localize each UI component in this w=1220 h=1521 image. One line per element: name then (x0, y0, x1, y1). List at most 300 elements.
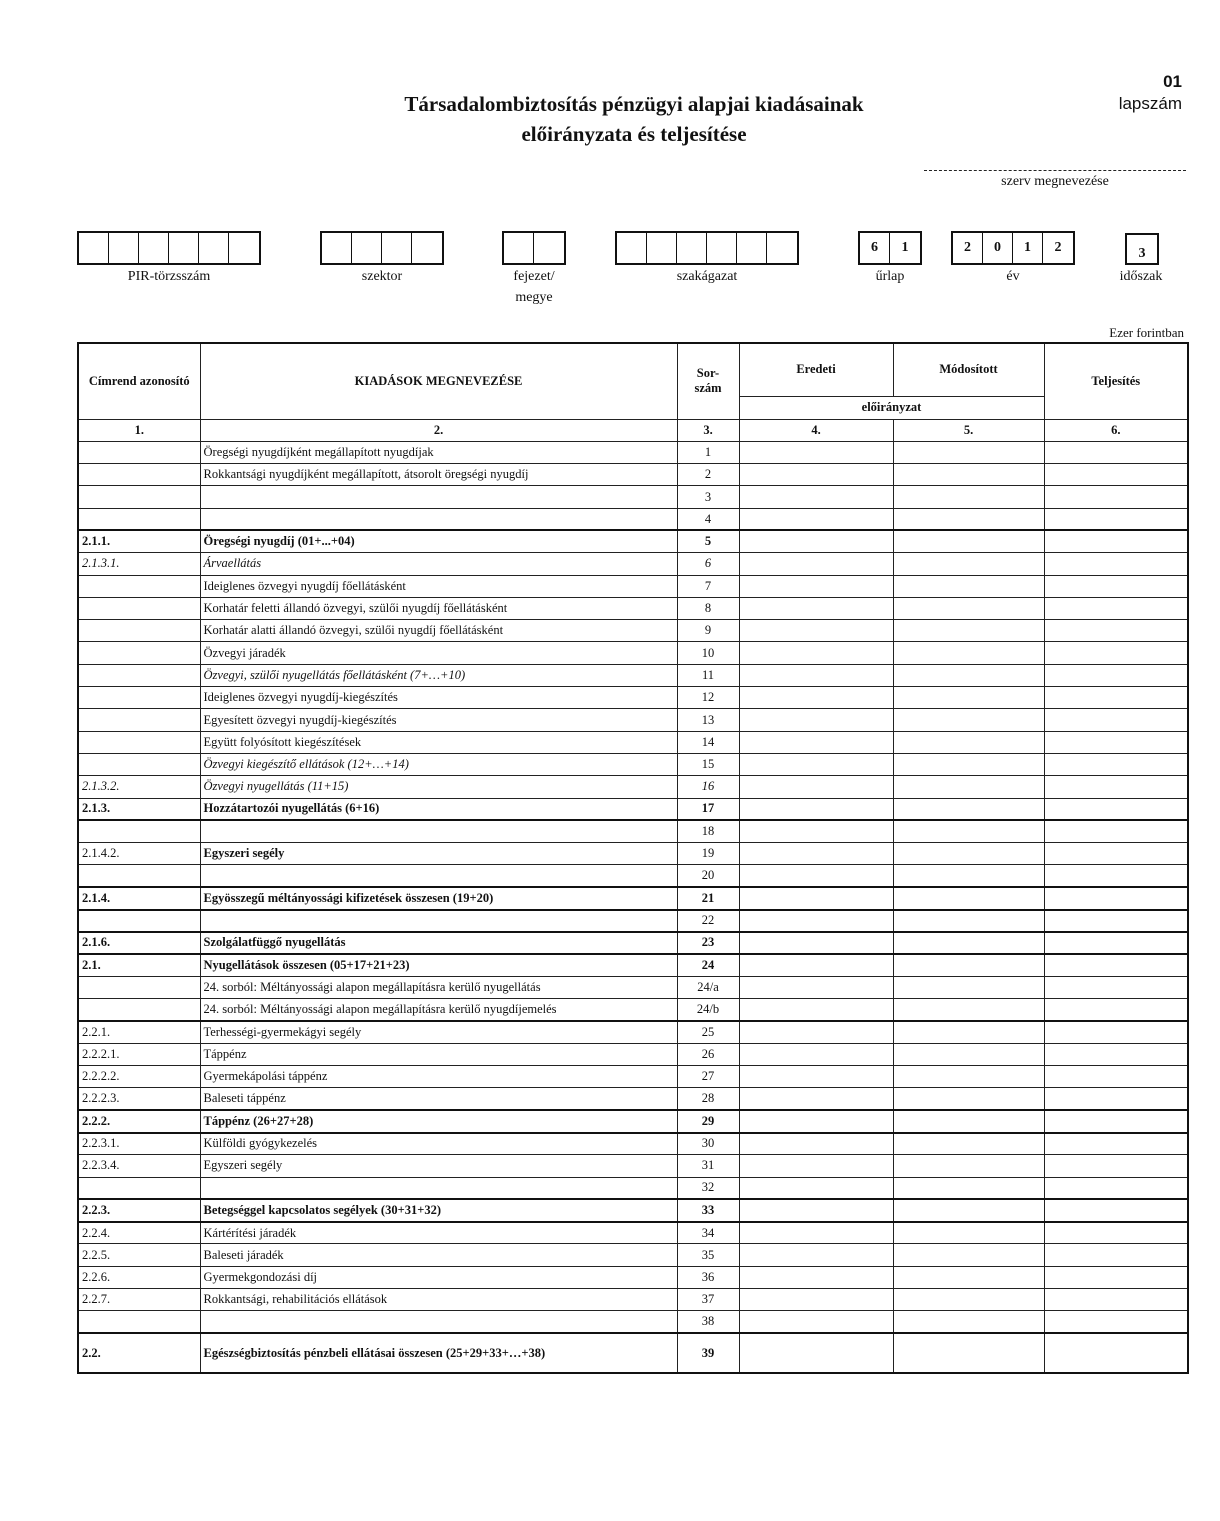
table-row (78, 999, 1188, 1021)
pir-code-cell[interactable] (199, 233, 229, 263)
row-name-cell: Gyermekgondozási díj (200, 1266, 677, 1288)
table-row (78, 1177, 1188, 1199)
modified-appropriation-cell[interactable] (893, 999, 1044, 1021)
sector-code-boxes[interactable] (320, 231, 444, 265)
row-number-cell: 17 (677, 798, 739, 820)
actual-cell[interactable] (1044, 776, 1188, 798)
col-number: 3. (677, 419, 739, 441)
row-id-cell: 2.2.1. (78, 1021, 200, 1043)
table-row (78, 798, 1188, 820)
row-id-cell: 2.2.4. (78, 1222, 200, 1244)
actual-cell[interactable] (1044, 642, 1188, 664)
original-appropriation-cell[interactable] (739, 1133, 893, 1155)
modified-appropriation-cell[interactable] (893, 486, 1044, 508)
actual-cell[interactable] (1044, 1021, 1188, 1043)
row-number-cell: 13 (677, 709, 739, 731)
row-name-cell: Korhatár alatti állandó özvegyi, szülői nyugdíj főellátásként (200, 620, 677, 642)
original-appropriation-cell[interactable] (739, 820, 893, 842)
branch-code-boxes[interactable] (615, 231, 799, 265)
row-number-cell: 23 (677, 932, 739, 954)
original-appropriation-cell[interactable] (739, 1177, 893, 1199)
row-number-cell: 22 (677, 910, 739, 932)
row-id-cell: 2.1. (78, 954, 200, 976)
actual-cell[interactable] (1044, 1133, 1188, 1155)
col-number: 6. (1044, 419, 1188, 441)
actual-cell[interactable] (1044, 865, 1188, 887)
modified-appropriation-cell[interactable] (893, 1110, 1044, 1132)
row-name-cell: Ideiglenes özvegyi nyugdíj-kiegészítés (200, 687, 677, 709)
original-appropriation-cell[interactable] (739, 776, 893, 798)
modified-appropriation-cell[interactable] (893, 1222, 1044, 1244)
chapter-code-cell[interactable] (534, 233, 564, 263)
sector-code-cell[interactable] (412, 233, 442, 263)
page-number-label: lapszám (1118, 94, 1182, 113)
row-number-cell: 33 (677, 1199, 739, 1221)
original-appropriation-cell[interactable] (739, 597, 893, 619)
modified-appropriation-cell[interactable] (893, 1177, 1044, 1199)
year-code-cell: 2 (953, 233, 983, 263)
row-number-cell: 15 (677, 753, 739, 775)
year-code-cell: 0 (983, 233, 1013, 263)
row-name-cell: Táppénz (200, 1043, 677, 1065)
original-appropriation-cell[interactable] (739, 1066, 893, 1088)
modified-appropriation-cell[interactable] (893, 1155, 1044, 1177)
row-number-cell: 8 (677, 597, 739, 619)
table-row (78, 1266, 1188, 1288)
modified-appropriation-cell[interactable] (893, 843, 1044, 865)
row-id-cell: 2.1.4. (78, 887, 200, 909)
row-name-cell: Szolgálatfüggő nyugellátás (200, 932, 677, 954)
modified-appropriation-cell[interactable] (893, 553, 1044, 575)
actual-cell[interactable] (1044, 1222, 1188, 1244)
actual-cell[interactable] (1044, 597, 1188, 619)
row-id-cell: 2.1.6. (78, 932, 200, 954)
col-number: 5. (893, 419, 1044, 441)
original-appropriation-cell[interactable] (739, 530, 893, 552)
year-code-cell: 1 (1013, 233, 1043, 263)
modified-appropriation-cell[interactable] (893, 620, 1044, 642)
row-number-cell: 5 (677, 530, 739, 552)
actual-cell[interactable] (1044, 687, 1188, 709)
row-id-cell: 2.2.3. (78, 1199, 200, 1221)
table-row (78, 776, 1188, 798)
modified-appropriation-cell[interactable] (893, 776, 1044, 798)
row-id-cell: 2.2.5. (78, 1244, 200, 1266)
original-appropriation-cell[interactable] (739, 1110, 893, 1132)
actual-cell[interactable] (1044, 753, 1188, 775)
row-name-cell: Ideiglenes özvegyi nyugdíj főellátásként (200, 575, 677, 597)
modified-appropriation-cell[interactable] (893, 954, 1044, 976)
modified-appropriation-cell[interactable] (893, 441, 1044, 463)
original-appropriation-cell[interactable] (739, 798, 893, 820)
row-number-cell: 9 (677, 620, 739, 642)
original-appropriation-cell[interactable] (739, 1021, 893, 1043)
original-appropriation-cell[interactable] (739, 464, 893, 486)
actual-cell[interactable] (1044, 1066, 1188, 1088)
year-code-boxes (951, 231, 1075, 265)
row-number-cell: 29 (677, 1110, 739, 1132)
modified-appropriation-cell[interactable] (893, 731, 1044, 753)
row-name-cell: Hozzátartozói nyugellátás (6+16) (200, 798, 677, 820)
modified-appropriation-cell[interactable] (893, 1289, 1044, 1311)
row-number-cell: 21 (677, 887, 739, 909)
original-appropriation-cell[interactable] (739, 508, 893, 530)
period-code-cell: 3 (1138, 246, 1146, 261)
row-id-cell (78, 1311, 200, 1333)
row-id-cell: 2.2.3.1. (78, 1133, 200, 1155)
table-row (78, 843, 1188, 865)
pir-code-cell[interactable] (109, 233, 139, 263)
actual-cell[interactable] (1044, 1043, 1188, 1065)
row-name-cell: Egyesített özvegyi nyugdíj-kiegészítés (200, 709, 677, 731)
row-id-cell (78, 1177, 200, 1199)
actual-cell[interactable] (1044, 1155, 1188, 1177)
table-row (78, 709, 1188, 731)
row-name-cell: Táppénz (26+27+28) (200, 1110, 677, 1132)
actual-cell[interactable] (1044, 731, 1188, 753)
row-number-cell: 2 (677, 464, 739, 486)
row-name-cell (200, 820, 677, 842)
form-label: űrlap (875, 269, 905, 284)
original-appropriation-cell[interactable] (739, 575, 893, 597)
actual-cell[interactable] (1044, 1289, 1188, 1311)
org-name-input-line[interactable] (924, 170, 1186, 171)
branch-code-cell[interactable] (707, 233, 737, 263)
row-name-cell: Betegséggel kapcsolatos segélyek (30+31+32) (200, 1199, 677, 1221)
table-row (78, 508, 1188, 530)
row-id-cell: 2.2.2.1. (78, 1043, 200, 1065)
row-number-cell: 19 (677, 843, 739, 865)
actual-cell[interactable] (1044, 664, 1188, 686)
modified-appropriation-cell[interactable] (893, 1266, 1044, 1288)
period-code-box (1125, 233, 1159, 265)
original-appropriation-cell[interactable] (739, 642, 893, 664)
row-name-cell: Rokkantsági nyugdíjként megállapított, átsorolt öregségi nyugdíj (200, 464, 677, 486)
modified-appropriation-cell[interactable] (893, 687, 1044, 709)
modified-appropriation-cell[interactable] (893, 1088, 1044, 1110)
table-row (78, 441, 1188, 463)
branch-code-cell[interactable] (677, 233, 707, 263)
row-number-cell: 3 (677, 486, 739, 508)
row-name-cell: Özvegyi, szülői nyugellátás főellátásként (7+…+10) (200, 664, 677, 686)
row-id-cell: 2.2.3.4. (78, 1155, 200, 1177)
row-name-cell: Egyszeri segély (200, 1155, 677, 1177)
modified-appropriation-cell[interactable] (893, 932, 1044, 954)
row-name-cell: Egyösszegű méltányossági kifizetések összesen (19+20) (200, 887, 677, 909)
actual-cell[interactable] (1044, 820, 1188, 842)
actual-cell[interactable] (1044, 508, 1188, 530)
modified-appropriation-cell[interactable] (893, 753, 1044, 775)
original-appropriation-cell[interactable] (739, 976, 893, 998)
actual-cell[interactable] (1044, 1266, 1188, 1288)
table-row (78, 1088, 1188, 1110)
pir-code-cell[interactable] (139, 233, 169, 263)
modified-appropriation-cell[interactable] (893, 976, 1044, 998)
modified-appropriation-cell[interactable] (893, 865, 1044, 887)
row-number-cell: 7 (677, 575, 739, 597)
modified-appropriation-cell[interactable] (893, 1133, 1044, 1155)
original-appropriation-cell[interactable] (739, 1199, 893, 1221)
row-name-cell: Terhességi-gyermekágyi segély (200, 1021, 677, 1043)
original-appropriation-cell[interactable] (739, 1043, 893, 1065)
pir-label: PIR-törzsszám (127, 269, 211, 284)
table-row (78, 1199, 1188, 1221)
row-id-cell: 2.1.4.2. (78, 843, 200, 865)
table-row (78, 1155, 1188, 1177)
row-name-cell: Öregségi nyugdíjként megállapított nyugdíjak (200, 441, 677, 463)
header-name: KIADÁSOK MEGNEVEZÉSE (200, 343, 677, 419)
col-number: 4. (739, 419, 893, 441)
modified-appropriation-cell[interactable] (893, 575, 1044, 597)
branch-label: szakágazat (676, 269, 738, 284)
actual-cell[interactable] (1044, 976, 1188, 998)
row-number-cell: 30 (677, 1133, 739, 1155)
table-row (78, 932, 1188, 954)
row-id-cell (78, 486, 200, 508)
row-name-cell: Korhatár feletti állandó özvegyi, szülői nyugdíj főellátásként (200, 597, 677, 619)
row-id-cell (78, 709, 200, 731)
original-appropriation-cell[interactable] (739, 865, 893, 887)
modified-appropriation-cell[interactable] (893, 887, 1044, 909)
row-name-cell: Özvegyi járadék (200, 642, 677, 664)
modified-appropriation-cell[interactable] (893, 1199, 1044, 1221)
row-number-cell: 36 (677, 1266, 739, 1288)
table-row (78, 910, 1188, 932)
sector-code-cell[interactable] (322, 233, 352, 263)
form-code-boxes (858, 231, 922, 265)
original-appropriation-cell[interactable] (739, 954, 893, 976)
row-number-cell: 39 (677, 1333, 739, 1373)
table-row (78, 731, 1188, 753)
row-number-cell: 34 (677, 1222, 739, 1244)
table-row (78, 887, 1188, 909)
row-number-cell: 16 (677, 776, 739, 798)
actual-cell[interactable] (1044, 910, 1188, 932)
actual-cell[interactable] (1044, 709, 1188, 731)
table-row (78, 464, 1188, 486)
modified-appropriation-cell[interactable] (893, 1333, 1044, 1373)
original-appropriation-cell[interactable] (739, 753, 893, 775)
row-number-cell: 38 (677, 1311, 739, 1333)
modified-appropriation-cell[interactable] (893, 664, 1044, 686)
row-id-cell (78, 910, 200, 932)
pir-code-cell[interactable] (79, 233, 109, 263)
table-row (78, 553, 1188, 575)
table-row (78, 820, 1188, 842)
original-appropriation-cell[interactable] (739, 1244, 893, 1266)
original-appropriation-cell[interactable] (739, 1311, 893, 1333)
row-id-cell: 2.1.1. (78, 530, 200, 552)
row-id-cell (78, 999, 200, 1021)
actual-cell[interactable] (1044, 553, 1188, 575)
original-appropriation-cell[interactable] (739, 1222, 893, 1244)
row-id-cell (78, 976, 200, 998)
form-code-cell: 1 (901, 240, 909, 255)
row-name-cell: 24. sorból: Méltányossági alapon megállapításra kerülő nyugellátás (200, 976, 677, 998)
modified-appropriation-cell[interactable] (893, 464, 1044, 486)
table-row (78, 976, 1188, 998)
original-appropriation-cell[interactable] (739, 1333, 893, 1373)
row-number-cell: 6 (677, 553, 739, 575)
actual-cell[interactable] (1044, 932, 1188, 954)
form-title-line2: előirányzata és teljesítése (521, 122, 747, 146)
row-name-cell: Árvaellátás (200, 553, 677, 575)
chapter-label-line2: megye (515, 290, 553, 305)
table-row (78, 1289, 1188, 1311)
table-row (78, 753, 1188, 775)
actual-cell[interactable] (1044, 954, 1188, 976)
actual-cell[interactable] (1044, 1177, 1188, 1199)
row-name-cell (200, 1311, 677, 1333)
row-name-cell: Egyszeri segély (200, 843, 677, 865)
original-appropriation-cell[interactable] (739, 664, 893, 686)
row-number-cell: 24 (677, 954, 739, 976)
row-id-cell: 2.2.2. (78, 1110, 200, 1132)
row-name-cell: Özvegyi kiegészítő ellátások (12+…+14) (200, 753, 677, 775)
row-number-cell: 27 (677, 1066, 739, 1088)
row-name-cell: Egészségbiztosítás pénzbeli ellátásai összesen (25+29+33+…+38) (200, 1333, 677, 1373)
row-number-cell: 25 (677, 1021, 739, 1043)
modified-appropriation-cell[interactable] (893, 1021, 1044, 1043)
actual-cell[interactable] (1044, 464, 1188, 486)
row-number-cell: 20 (677, 865, 739, 887)
table-row (78, 1333, 1188, 1373)
page-number: 01 (1163, 72, 1182, 91)
actual-cell[interactable] (1044, 620, 1188, 642)
pir-code-cell[interactable] (229, 233, 259, 263)
modified-appropriation-cell[interactable] (893, 642, 1044, 664)
original-appropriation-cell[interactable] (739, 932, 893, 954)
row-number-cell: 28 (677, 1088, 739, 1110)
modified-appropriation-cell[interactable] (893, 597, 1044, 619)
row-id-cell (78, 820, 200, 842)
actual-cell[interactable] (1044, 1199, 1188, 1221)
row-id-cell (78, 753, 200, 775)
row-name-cell (200, 910, 677, 932)
original-appropriation-cell[interactable] (739, 731, 893, 753)
column-number-row (78, 419, 1188, 441)
table-row (78, 1043, 1188, 1065)
table-row (78, 575, 1188, 597)
original-appropriation-cell[interactable] (739, 887, 893, 909)
row-id-cell (78, 664, 200, 686)
original-appropriation-cell[interactable] (739, 486, 893, 508)
actual-cell[interactable] (1044, 1244, 1188, 1266)
branch-code-cell[interactable] (767, 233, 797, 263)
row-number-cell: 14 (677, 731, 739, 753)
table-row (78, 954, 1188, 976)
modified-appropriation-cell[interactable] (893, 508, 1044, 530)
modified-appropriation-cell[interactable] (893, 1244, 1044, 1266)
chapter-code-boxes[interactable] (502, 231, 566, 265)
row-id-cell: 2.2.2.3. (78, 1088, 200, 1110)
original-appropriation-cell[interactable] (739, 1289, 893, 1311)
sector-code-cell[interactable] (382, 233, 412, 263)
original-appropriation-cell[interactable] (739, 1088, 893, 1110)
row-number-cell: 31 (677, 1155, 739, 1177)
row-id-cell (78, 865, 200, 887)
row-name-cell: Együtt folyósított kiegészítések (200, 731, 677, 753)
original-appropriation-cell[interactable] (739, 620, 893, 642)
branch-code-cell[interactable] (647, 233, 677, 263)
original-appropriation-cell[interactable] (739, 553, 893, 575)
actual-cell[interactable] (1044, 999, 1188, 1021)
actual-cell[interactable] (1044, 798, 1188, 820)
branch-code-cell[interactable] (617, 233, 647, 263)
row-name-cell (200, 486, 677, 508)
row-id-cell: 2.1.3.2. (78, 776, 200, 798)
table-row (78, 597, 1188, 619)
header-original: Eredeti (739, 343, 893, 396)
actual-cell[interactable] (1044, 530, 1188, 552)
form-title-line1: Társadalombiztosítás pénzügyi alapjai kiadásainak (404, 92, 864, 116)
original-appropriation-cell[interactable] (739, 910, 893, 932)
row-number-cell: 37 (677, 1289, 739, 1311)
row-id-cell (78, 597, 200, 619)
pir-code-boxes[interactable] (77, 231, 261, 265)
year-label: év (1006, 269, 1020, 284)
row-id-cell (78, 731, 200, 753)
original-appropriation-cell[interactable] (739, 1155, 893, 1177)
table-row (78, 1021, 1188, 1043)
sector-code-cell[interactable] (352, 233, 382, 263)
table-row (78, 530, 1188, 552)
original-appropriation-cell[interactable] (739, 687, 893, 709)
original-appropriation-cell[interactable] (739, 709, 893, 731)
table-row (78, 486, 1188, 508)
form-code-cell: 6 (860, 233, 890, 263)
modified-appropriation-cell[interactable] (893, 1066, 1044, 1088)
actual-cell[interactable] (1044, 1311, 1188, 1333)
row-id-cell (78, 642, 200, 664)
actual-cell[interactable] (1044, 1088, 1188, 1110)
actual-cell[interactable] (1044, 843, 1188, 865)
actual-cell[interactable] (1044, 441, 1188, 463)
branch-code-cell[interactable] (737, 233, 767, 263)
row-number-cell: 26 (677, 1043, 739, 1065)
actual-cell[interactable] (1044, 1110, 1188, 1132)
row-id-cell (78, 464, 200, 486)
actual-cell[interactable] (1044, 1333, 1188, 1373)
actual-cell[interactable] (1044, 486, 1188, 508)
original-appropriation-cell[interactable] (739, 843, 893, 865)
modified-appropriation-cell[interactable] (893, 709, 1044, 731)
modified-appropriation-cell[interactable] (893, 910, 1044, 932)
table-row (78, 1244, 1188, 1266)
row-number-cell: 4 (677, 508, 739, 530)
modified-appropriation-cell[interactable] (893, 530, 1044, 552)
row-id-cell (78, 687, 200, 709)
original-appropriation-cell[interactable] (739, 441, 893, 463)
modified-appropriation-cell[interactable] (893, 820, 1044, 842)
chapter-code-cell[interactable] (504, 233, 534, 263)
original-appropriation-cell[interactable] (739, 999, 893, 1021)
modified-appropriation-cell[interactable] (893, 1311, 1044, 1333)
modified-appropriation-cell[interactable] (893, 1043, 1044, 1065)
row-number-cell: 12 (677, 687, 739, 709)
actual-cell[interactable] (1044, 887, 1188, 909)
row-number-cell: 10 (677, 642, 739, 664)
pir-code-cell[interactable] (169, 233, 199, 263)
actual-cell[interactable] (1044, 575, 1188, 597)
header-id: Címrend azonosító (78, 343, 200, 419)
row-name-cell: Özvegyi nyugellátás (11+15) (200, 776, 677, 798)
modified-appropriation-cell[interactable] (893, 798, 1044, 820)
header-actual: Teljesítés (1044, 343, 1188, 419)
original-appropriation-cell[interactable] (739, 1266, 893, 1288)
chapter-label-line1: fejezet/ (513, 269, 555, 284)
row-number-cell: 24/a (677, 976, 739, 998)
